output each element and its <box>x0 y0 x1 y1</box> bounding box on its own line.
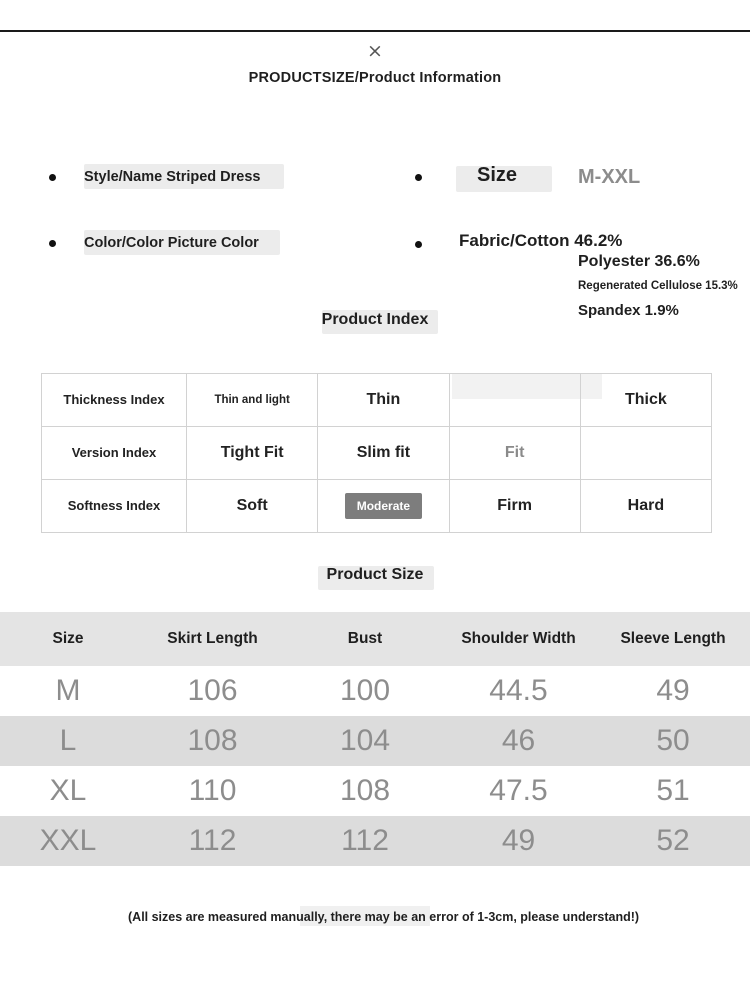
cell-size: L <box>0 716 136 766</box>
column-header-sleeve-length: Sleeve Length <box>596 612 750 666</box>
index-option[interactable]: Hard <box>580 480 711 533</box>
index-option[interactable]: Soft <box>187 480 318 533</box>
column-header-skirt-length: Skirt Length <box>136 612 289 666</box>
bullet-icon <box>49 174 56 181</box>
top-divider <box>0 30 750 32</box>
cell-sleeve-length: 52 <box>596 816 750 866</box>
cell-skirt-length: 110 <box>136 766 289 816</box>
cell-bust: 108 <box>289 766 441 816</box>
cell-sleeve-length: 50 <box>596 716 750 766</box>
table-row <box>0 716 750 766</box>
product-index-title: Product Index <box>321 311 429 328</box>
column-header-bust: Bust <box>289 612 441 666</box>
cell-size: XL <box>0 766 136 816</box>
index-option[interactable]: Thin <box>318 374 449 427</box>
cell-skirt-length: 108 <box>136 716 289 766</box>
cell-bust: 112 <box>289 816 441 866</box>
index-option[interactable]: Firm <box>449 480 580 533</box>
cell-size: M <box>0 666 136 716</box>
table-row <box>42 374 712 427</box>
close-icon[interactable]: × <box>367 40 383 62</box>
bullet-icon <box>415 174 422 181</box>
cell-skirt-length: 112 <box>136 816 289 866</box>
info-fabric-polyester: Polyester 36.6% <box>578 253 700 270</box>
column-header-shoulder-width: Shoulder Width <box>441 612 596 666</box>
column-header-size: Size <box>0 612 136 666</box>
selected-chip: Moderate <box>345 493 422 519</box>
info-color: Color/Color Picture Color <box>84 235 259 251</box>
cell-bust: 104 <box>289 716 441 766</box>
cell-shoulder-width: 44.5 <box>441 666 596 716</box>
cell-shoulder-width: 46 <box>441 716 596 766</box>
index-row-head: Thickness Index <box>42 374 187 427</box>
cell-bust: 100 <box>289 666 441 716</box>
index-option[interactable]: Tight Fit <box>187 427 318 480</box>
index-option[interactable]: Thin and light <box>187 374 318 427</box>
page-title: PRODUCTSIZE/Product Information <box>248 70 502 86</box>
cell-sleeve-length: 51 <box>596 766 750 816</box>
index-row-head: Softness Index <box>42 480 187 533</box>
cell-size: XXL <box>0 816 136 866</box>
index-row-head: Version Index <box>42 427 187 480</box>
index-option-selected[interactable] <box>318 480 449 533</box>
index-option[interactable] <box>580 427 711 480</box>
index-option[interactable]: Slim fit <box>318 427 449 480</box>
index-option[interactable] <box>449 374 580 427</box>
table-row <box>0 666 750 716</box>
info-size-label: Size <box>477 164 518 186</box>
cell-skirt-length: 106 <box>136 666 289 716</box>
product-size-table <box>0 612 750 866</box>
table-row <box>42 427 712 480</box>
measurement-note: (All sizes are measured manually, there may be an error of 1-3cm, please understand!) <box>128 910 640 924</box>
bullet-icon <box>415 241 422 248</box>
info-fabric-spandex: Spandex 1.9% <box>578 302 679 319</box>
cell-shoulder-width: 47.5 <box>441 766 596 816</box>
bullet-icon <box>49 240 56 247</box>
index-option[interactable]: Fit <box>449 427 580 480</box>
table-row <box>0 766 750 816</box>
cell-shoulder-width: 49 <box>441 816 596 866</box>
table-row <box>0 816 750 866</box>
info-style-name: Style/Name Striped Dress <box>84 169 261 185</box>
info-fabric-cellulose: Regenerated Cellulose 15.3% <box>578 280 738 292</box>
table-header-row <box>0 612 750 666</box>
info-size-value: M-XXL <box>578 166 641 188</box>
info-fabric-label: Fabric/Cotton 46.2% <box>459 231 623 250</box>
table-row <box>42 480 712 533</box>
cell-sleeve-length: 49 <box>596 666 750 716</box>
product-index-table <box>41 373 712 533</box>
index-option[interactable]: Thick <box>580 374 711 427</box>
product-size-title: Product Size <box>326 566 424 583</box>
